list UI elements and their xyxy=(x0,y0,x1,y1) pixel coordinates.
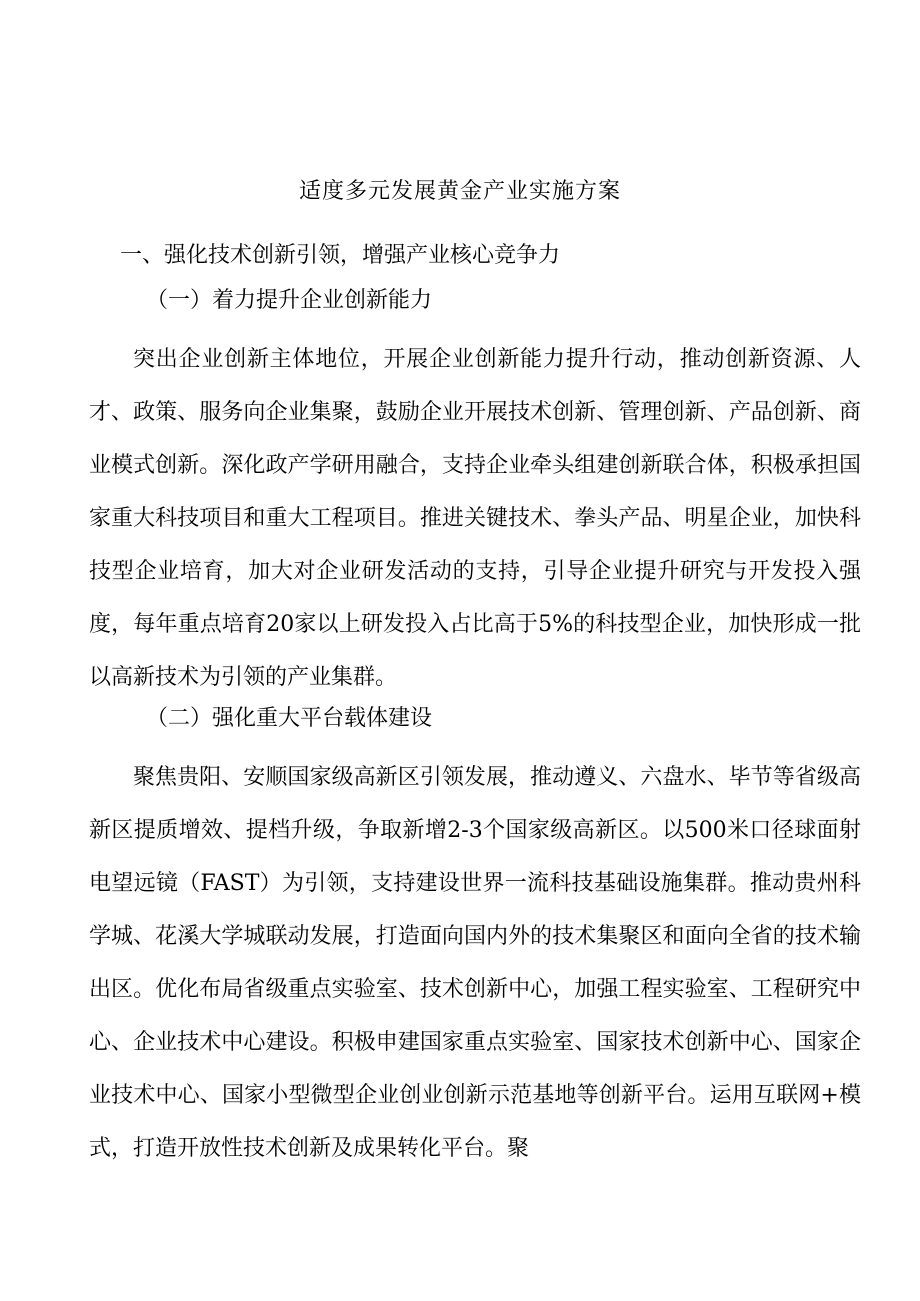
document-title: 适度多元发展黄金产业实施方案 xyxy=(298,179,621,204)
paragraph-platform-construction: 聚焦贵阳、安顺国家级高新区引领发展，推动遵义、六盘水、毕节等省级高新区提质增效、提档升级，争取新增2-3个国家级高新区。以500米口径球面射电望远镜（FAST）为引领，支持建设世界一流科技基础设施集群。推动贵州科学城、花溪大学城联动发展，打造面向国内外的技术集聚区和面向全省的技术输出区。优化布局省级重点实验室、技术创新中心，加强工程实验室、工程研究中心、企业技术中心建设。积极申建国家重点实验室、国家技术创新中心、国家企业技术中心、国家小型微型企业创业创新示范基地等创新平台。运用互联网+模式，打造开放性技术创新及成果转化平台。聚 xyxy=(89,765,861,1161)
paragraph-enterprise-innovation: 突出企业创新主体地位，开展企业创新能力提升行动，推动创新资源、人才、政策、服务向企业集聚，鼓励企业开展技术创新、管理创新、产品创新、商业模式创新。深化政产学研用融合，支持企业牵头组建创新联合体，积极承担国家重大科技项目和重大工程项目。推进关键技术、拳头产品、明星企业，加快科技型企业培育，加大对企业研发活动的支持，引导企业提升研究与开发投入强度，每年重点培育20家以上研发投入占比高于5%的科技型企业，加快形成一批以高新技术为引领的产业集群。 xyxy=(89,347,861,690)
subsection-heading-platform-construction: （二）强化重大平台载体建设 xyxy=(146,706,433,731)
section-heading: 一、强化技术创新引领，增强产业核心竞争力 xyxy=(120,243,561,268)
subsection-heading-enterprise-innovation: （一）着力提升企业创新能力 xyxy=(146,288,433,313)
